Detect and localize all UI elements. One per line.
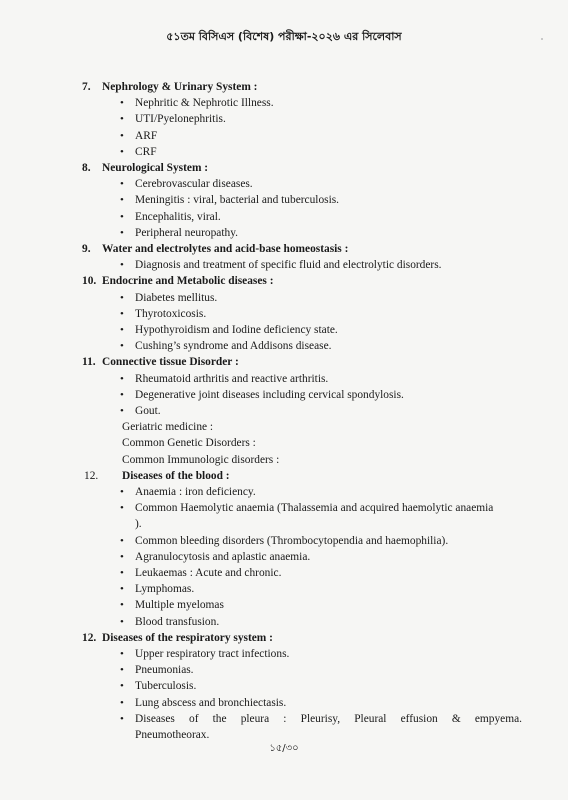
note-line: Geriatric medicine : [122, 421, 214, 434]
list-item: • Diagnosis and treatment of specific fluid and electrolytic disorders. [120, 257, 522, 273]
section-9-list [82, 257, 522, 273]
note-line: Common Genetic Disorders : [122, 437, 256, 450]
list-item: • Upper respiratory tract infections. [120, 646, 522, 662]
section-title: Nephrology & Urinary System : [102, 81, 258, 93]
section-title: Diseases of the respiratory system : [102, 631, 273, 644]
list-item: • Encephalitis, viral. [120, 209, 522, 225]
section-8-heading [82, 160, 522, 176]
list-item: • Hypothyroidism and Iodine deficiency state. [120, 322, 522, 338]
list-item: • ARF [120, 128, 522, 144]
section-9-heading [82, 241, 522, 257]
list-item: • Meningitis : viral, bacterial and tuberculosis. [120, 192, 522, 208]
list-item-continuation: Pneumotheorax. [135, 729, 210, 742]
list-item: • Agranulocytosis and aplastic anaemia. [120, 549, 522, 565]
list-item: • Rheumatoid arthritis and reactive arthritis. [120, 371, 522, 387]
section-10-heading [82, 273, 522, 289]
scan-speck [541, 38, 543, 40]
list-item: • Lung abscess and bronchiectasis. [120, 695, 522, 711]
list-item: • Degenerative joint diseases including cervical spondylosis. [120, 387, 522, 403]
section-number: 10. [82, 275, 97, 288]
section-7-list [82, 95, 522, 160]
section-title: Water and electrolytes and acid-base homeostasis : [102, 243, 349, 255]
list-item: • Multiple myelomas [120, 597, 522, 613]
list-item: • Anaemia : iron deficiency. [120, 484, 522, 500]
list-item: • Nephritic & Nephrotic Illness. [120, 95, 522, 111]
list-item: • Thyrotoxicosis. [120, 306, 522, 322]
list-item: • Cerebrovascular diseases. [120, 176, 522, 192]
list-item-text: Diseases of the pleura : Pleurisy, Pleural effusion & empyema. [135, 712, 522, 725]
list-item-text: Common Haemolytic anaemia (Thalassemia and acquired haemolytic anaemia [135, 502, 494, 515]
syllabus-content [82, 79, 522, 743]
section-number: 8. [82, 162, 91, 174]
list-item [120, 711, 522, 743]
list-item: • UTI/Pyelonephritis. [120, 111, 522, 127]
list-item-continuation: ). [135, 518, 142, 531]
section-10-list [82, 290, 522, 355]
section-number: 12. [84, 469, 99, 482]
list-item: • Pneumonias. [120, 662, 522, 678]
section-title: Connective tissue Disorder : [102, 356, 239, 369]
section-number: 7. [82, 81, 91, 93]
section-8-list [82, 176, 522, 241]
section-12-blood-list [82, 484, 522, 630]
section-7-heading [82, 79, 522, 95]
note-line: Common Immunologic disorders : [122, 453, 280, 466]
section-11-heading [82, 354, 522, 370]
list-item [120, 500, 522, 532]
list-item: • Leukaemas : Acute and chronic. [120, 565, 522, 581]
section-12-respiratory-heading [82, 630, 522, 646]
list-item: • Cushing’s syndrome and Addisons disease. [120, 338, 522, 354]
section-title: Diseases of the blood : [122, 469, 230, 482]
section-number: 12. [82, 631, 97, 644]
list-item: • CRF [120, 144, 522, 160]
section-title: Neurological System : [102, 162, 209, 174]
section-12-respiratory-list [82, 646, 522, 743]
section-title: Endocrine and Metabolic diseases : [102, 275, 274, 288]
page-title: ৫১তম বিসিএস (বিশেষ) পরীক্ষা-২০২৬ এর সিলেবাস [166, 30, 402, 43]
section-number: 11. [82, 356, 96, 369]
list-item: • Blood transfusion. [120, 614, 522, 630]
list-item: • Common bleeding disorders (Thrombocytopendia and haemophilia). [120, 533, 522, 549]
list-item: • Lymphomas. [120, 581, 522, 597]
section-number: 9. [82, 243, 91, 255]
page-number: ১৫/৩০ [269, 743, 299, 754]
section-12-blood-heading [82, 468, 522, 484]
list-item: • Diabetes mellitus. [120, 290, 522, 306]
section-11-list [82, 371, 522, 420]
list-item: • Tuberculosis. [120, 678, 522, 694]
list-item: • Gout. [120, 403, 522, 419]
list-item: • Peripheral neuropathy. [120, 225, 522, 241]
